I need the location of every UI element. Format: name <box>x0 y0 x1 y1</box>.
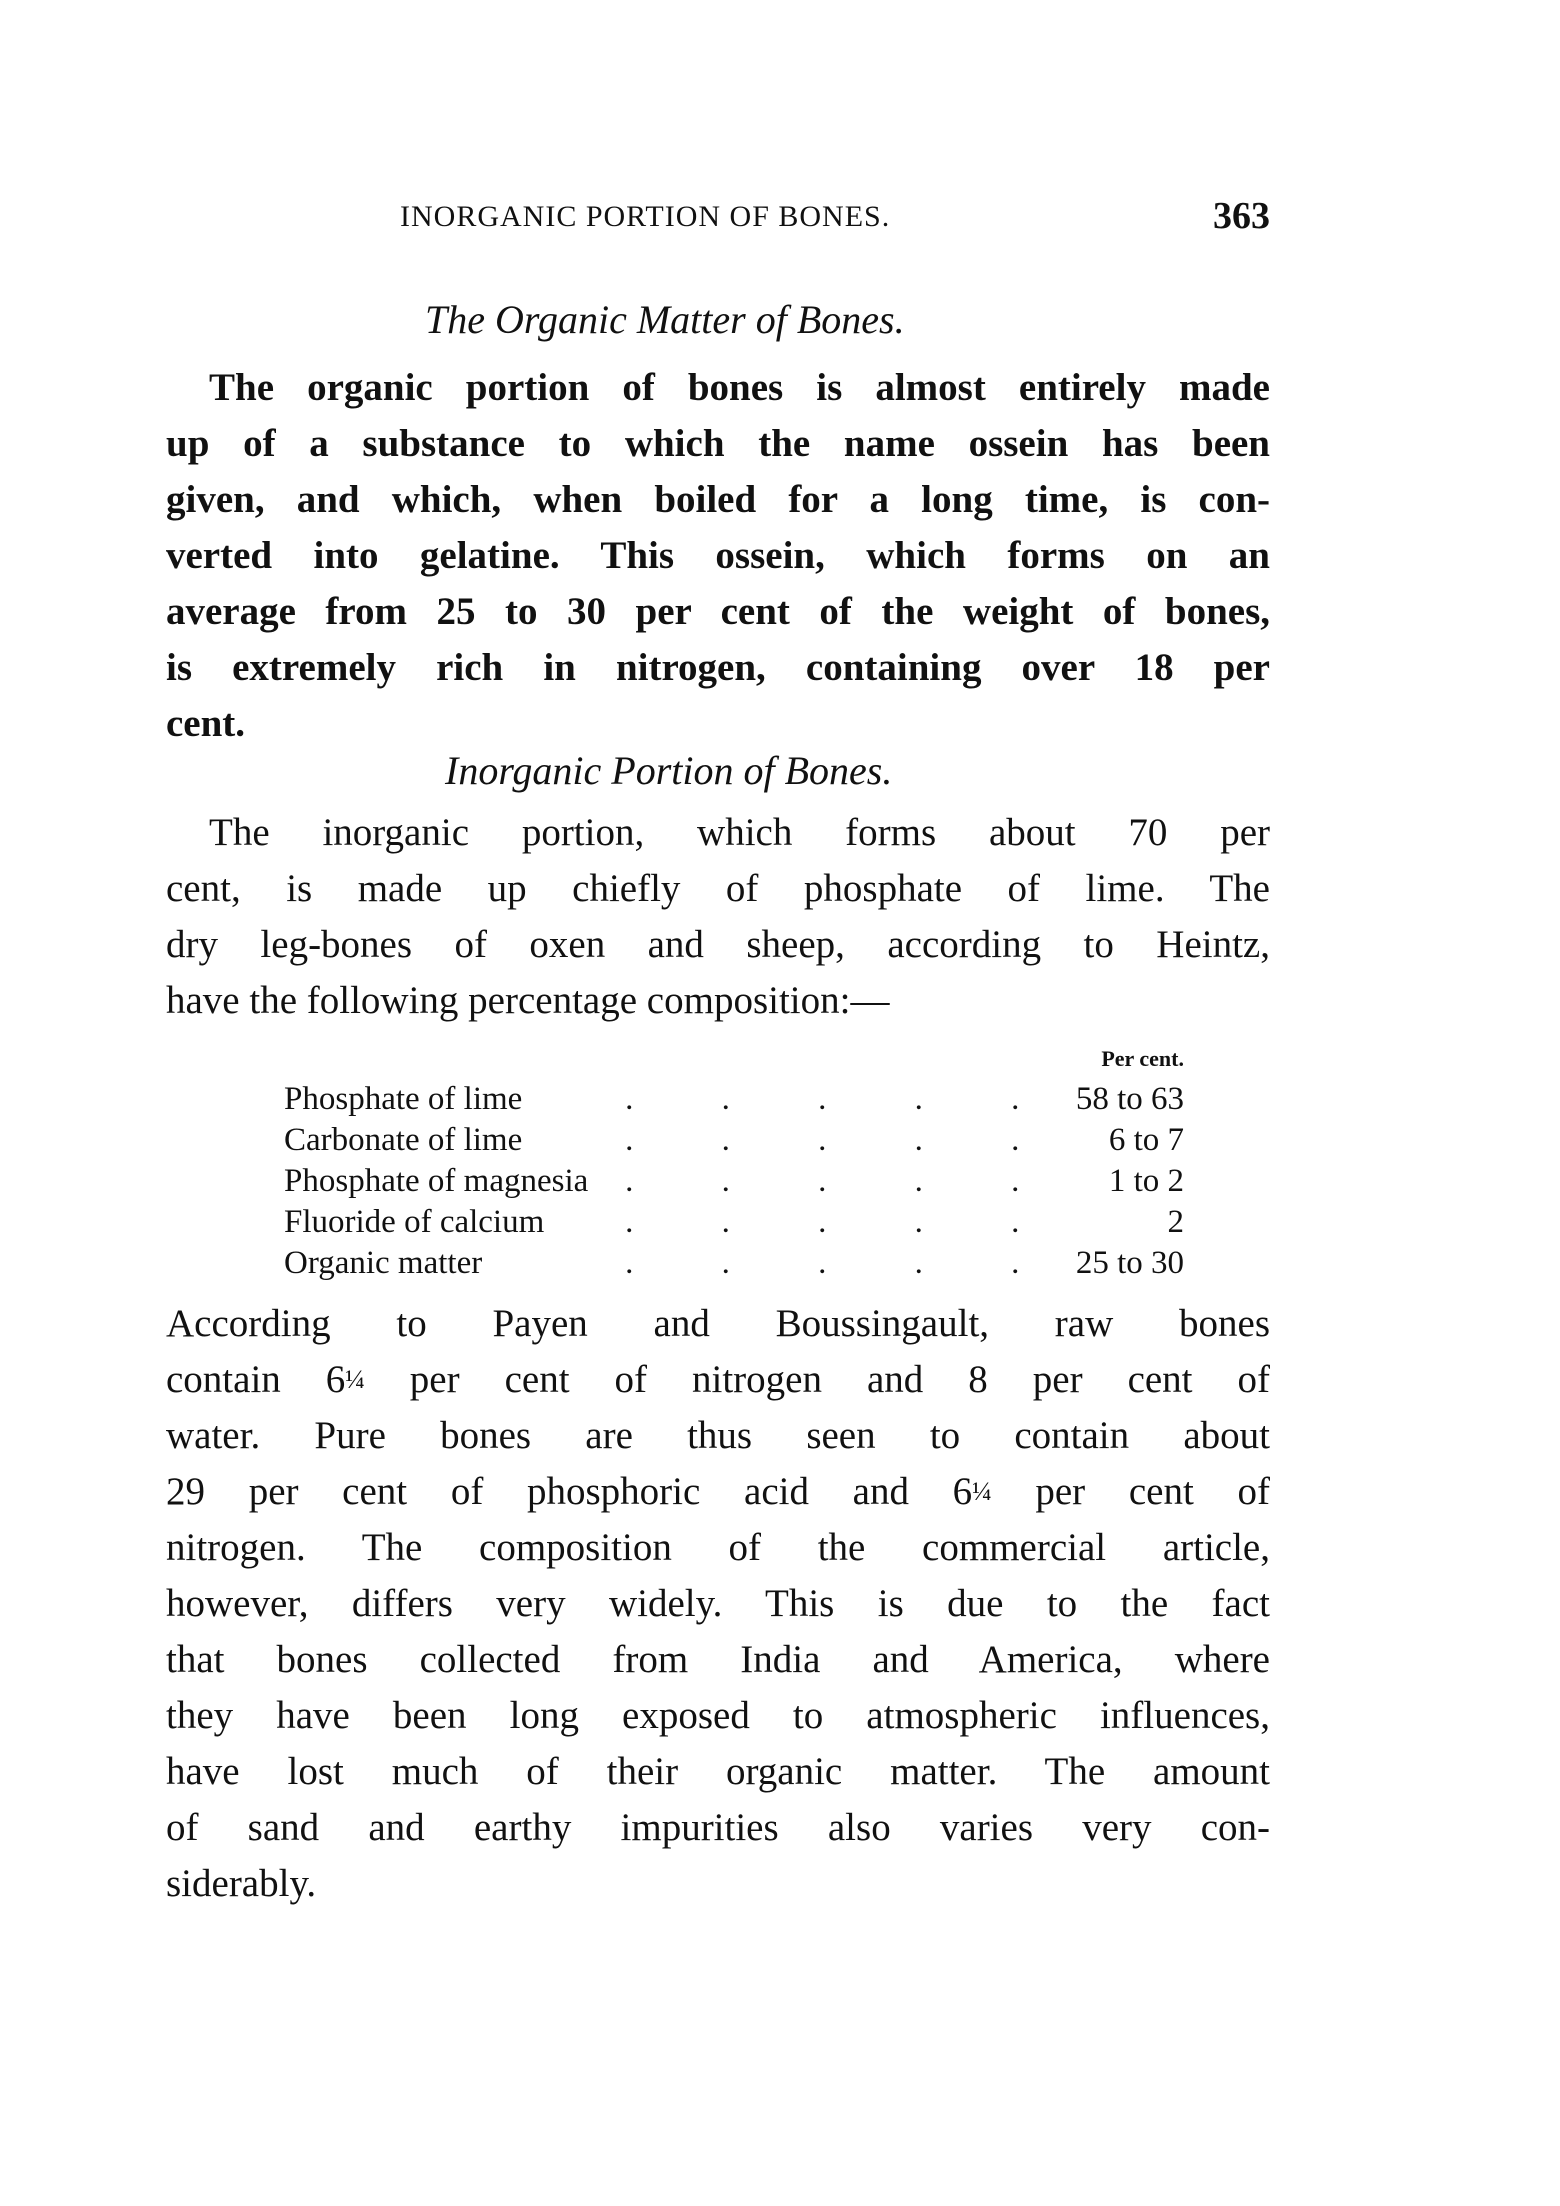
text-line: siderably. <box>166 1862 317 1905</box>
value-cell: 58 to 63 <box>1075 1081 1184 1117</box>
text-run: per cent of nitrogen and 8 per cent of <box>364 1358 1270 1401</box>
text-line: cent. <box>166 702 246 745</box>
leader-dots: . . . . . <box>625 1163 1060 1199</box>
text-line: average from 25 to 30 per cent of the weight of bones, <box>166 590 1270 633</box>
substance-cell: Fluoride of calcium <box>284 1204 545 1240</box>
table-row <box>284 1243 1184 1284</box>
table-row <box>284 1120 1184 1161</box>
text-line: The organic portion of bones is almost entirely made <box>209 366 1270 409</box>
paragraph-payen-boussingault <box>166 1296 1270 1912</box>
text-line: up of a substance to which the name ossein has been <box>166 422 1270 465</box>
running-head <box>400 195 1270 250</box>
text-line: of sand and earthy impurities also varies very con- <box>166 1806 1270 1849</box>
text-run: 29 per cent of phosphoric acid and 6 <box>166 1470 973 1513</box>
substance-cell: Carbonate of lime <box>284 1122 523 1158</box>
text-line <box>166 1464 1270 1520</box>
unit-header: Per cent. <box>1101 1046 1184 1071</box>
leader-dots: . . . . . <box>625 1245 1060 1281</box>
text-line: have the following percentage composition:— <box>166 979 890 1022</box>
paragraph-organic-matter <box>166 360 1270 752</box>
composition-table <box>284 1038 1184 1284</box>
paragraph-inorganic-portion <box>166 805 1270 1029</box>
text-line: verted into gelatine. This ossein, which forms on an <box>166 534 1270 577</box>
table-row <box>284 1202 1184 1243</box>
substance-cell: Organic matter <box>284 1245 483 1281</box>
text-line: The inorganic portion, which forms about 70 per <box>209 811 1270 854</box>
fraction: ¼ <box>972 1477 992 1506</box>
value-cell: 25 to 30 <box>1075 1245 1184 1281</box>
value-cell: 6 to 7 <box>1108 1122 1184 1158</box>
text-line: given, and which, when boiled for a long time, is con- <box>166 478 1270 521</box>
text-line: have lost much of their organic matter. The amount <box>166 1750 1270 1793</box>
text-line: is extremely rich in nitrogen, containing over 18 per <box>166 646 1270 689</box>
text-line: cent, is made up chiefly of phosphate of lime. The <box>166 867 1270 910</box>
text-line: nitrogen. The composition of the commercial article, <box>166 1526 1270 1569</box>
text-line: water. Pure bones are thus seen to contain about <box>166 1414 1270 1457</box>
table-row <box>284 1161 1184 1202</box>
page-number: 363 <box>1213 195 1270 237</box>
value-cell: 1 to 2 <box>1108 1163 1184 1199</box>
running-title: INORGANIC PORTION OF BONES. <box>400 200 891 233</box>
text-line: dry leg-bones of oxen and sheep, according to Heintz, <box>166 923 1270 966</box>
leader-dots: . . . . . <box>625 1081 1060 1117</box>
text-line: they have been long exposed to atmospheric influences, <box>166 1694 1270 1737</box>
leader-dots: . . . . . <box>625 1122 1060 1158</box>
fraction: ¼ <box>345 1365 365 1394</box>
section-heading-inorganic-portion: Inorganic Portion of Bones. <box>445 748 893 793</box>
text-line: however, differs very widely. This is due to the fact <box>166 1582 1270 1625</box>
leader-dots: . . . . . <box>625 1204 1060 1240</box>
text-run: per cent of <box>991 1470 1270 1513</box>
substance-cell: Phosphate of lime <box>284 1081 523 1117</box>
text-line <box>166 1352 1270 1408</box>
section-heading-organic-matter: The Organic Matter of Bones. <box>425 297 905 342</box>
text-line: According to Payen and Boussingault, raw bones <box>166 1302 1270 1345</box>
text-line: that bones collected from India and America, where <box>166 1638 1270 1681</box>
text-run: contain 6 <box>166 1358 346 1401</box>
substance-cell: Phosphate of magnesia <box>284 1163 589 1199</box>
table-header-row <box>284 1038 1184 1079</box>
table-row <box>284 1079 1184 1120</box>
value-cell: 2 <box>1167 1204 1184 1240</box>
